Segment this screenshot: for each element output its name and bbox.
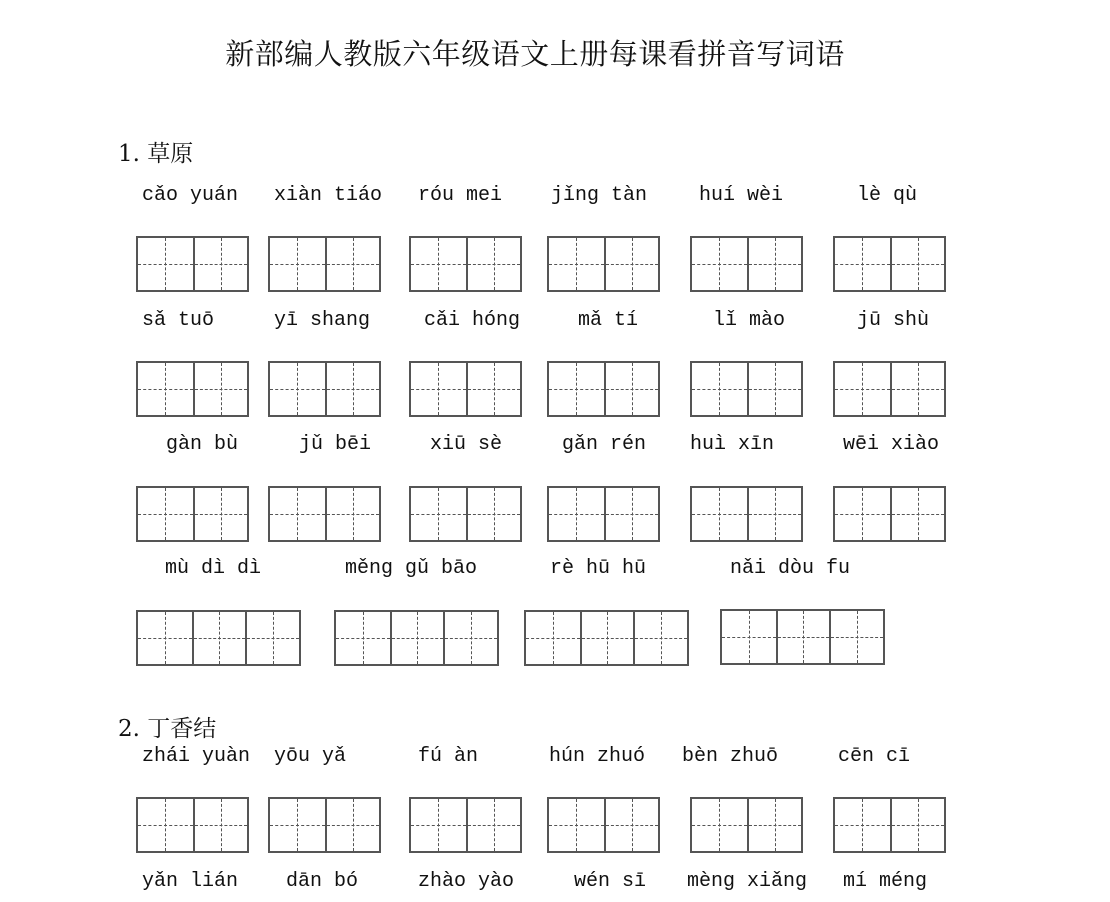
character-cell[interactable] bbox=[325, 488, 380, 540]
writing-grid[interactable] bbox=[268, 486, 381, 542]
pinyin-prompt: měng gǔ bāo bbox=[345, 557, 478, 580]
character-cell[interactable] bbox=[411, 488, 466, 540]
character-cell[interactable] bbox=[890, 238, 945, 290]
character-cell[interactable] bbox=[138, 612, 192, 664]
writing-grid[interactable] bbox=[136, 361, 249, 417]
character-cell[interactable] bbox=[193, 238, 248, 290]
pinyin-prompt: sǎ tuō bbox=[142, 309, 215, 332]
writing-grid[interactable] bbox=[833, 361, 946, 417]
character-cell[interactable] bbox=[835, 488, 890, 540]
character-cell[interactable] bbox=[776, 611, 830, 663]
pinyin-prompt: bèn zhuō bbox=[682, 745, 779, 768]
character-cell[interactable] bbox=[325, 238, 380, 290]
character-cell[interactable] bbox=[466, 799, 521, 851]
writing-grid[interactable] bbox=[409, 361, 522, 417]
writing-grid[interactable] bbox=[268, 236, 381, 292]
pinyin-prompt: mí méng bbox=[843, 870, 928, 893]
character-cell[interactable] bbox=[692, 799, 747, 851]
section-heading: 2. 丁香结 bbox=[118, 716, 217, 742]
character-cell[interactable] bbox=[526, 612, 580, 664]
section-heading: 1. 草原 bbox=[118, 141, 194, 167]
character-cell[interactable] bbox=[722, 611, 776, 663]
writing-grid[interactable] bbox=[409, 797, 522, 853]
character-cell[interactable] bbox=[411, 238, 466, 290]
pinyin-prompt: zhái yuàn bbox=[142, 745, 251, 768]
character-cell[interactable] bbox=[747, 363, 802, 415]
pinyin-prompt: huí wèi bbox=[699, 184, 784, 207]
character-cell[interactable] bbox=[411, 363, 466, 415]
pinyin-prompt: jǔ bēi bbox=[299, 433, 372, 456]
character-cell[interactable] bbox=[193, 799, 248, 851]
character-cell[interactable] bbox=[604, 363, 659, 415]
character-cell[interactable] bbox=[466, 488, 521, 540]
character-cell[interactable] bbox=[747, 799, 802, 851]
pinyin-prompt: hún zhuó bbox=[549, 745, 646, 768]
writing-grid[interactable] bbox=[547, 797, 660, 853]
character-cell[interactable] bbox=[890, 363, 945, 415]
pinyin-prompt: wén sī bbox=[574, 870, 647, 893]
character-cell[interactable] bbox=[270, 363, 325, 415]
character-cell[interactable] bbox=[549, 238, 604, 290]
character-cell[interactable] bbox=[466, 238, 521, 290]
pinyin-prompt: zhào yào bbox=[418, 870, 515, 893]
character-cell[interactable] bbox=[692, 488, 747, 540]
character-cell[interactable] bbox=[604, 238, 659, 290]
pinyin-prompt: cǎo yuán bbox=[142, 184, 239, 207]
character-cell[interactable] bbox=[411, 799, 466, 851]
character-cell[interactable] bbox=[138, 238, 193, 290]
character-cell[interactable] bbox=[193, 363, 248, 415]
writing-grid[interactable] bbox=[547, 486, 660, 542]
character-cell[interactable] bbox=[390, 612, 444, 664]
character-cell[interactable] bbox=[835, 799, 890, 851]
pinyin-prompt: jū shù bbox=[857, 309, 930, 332]
character-cell[interactable] bbox=[325, 799, 380, 851]
pinyin-prompt: nǎi dòu fu bbox=[730, 557, 851, 580]
pinyin-prompt: róu mei bbox=[418, 184, 503, 207]
writing-grid[interactable] bbox=[136, 797, 249, 853]
character-cell[interactable] bbox=[193, 488, 248, 540]
writing-grid[interactable] bbox=[268, 361, 381, 417]
writing-grid[interactable] bbox=[690, 797, 803, 853]
character-cell[interactable] bbox=[336, 612, 390, 664]
character-cell[interactable] bbox=[747, 238, 802, 290]
character-cell[interactable] bbox=[747, 488, 802, 540]
pinyin-prompt: lǐ mào bbox=[713, 309, 786, 332]
writing-grid[interactable] bbox=[833, 797, 946, 853]
character-cell[interactable] bbox=[692, 238, 747, 290]
character-cell[interactable] bbox=[466, 363, 521, 415]
writing-grid[interactable] bbox=[409, 486, 522, 542]
pinyin-prompt: gǎn rén bbox=[562, 433, 647, 456]
pinyin-prompt: mù dì dì bbox=[165, 557, 262, 580]
pinyin-prompt: lè qù bbox=[857, 184, 918, 207]
character-cell[interactable] bbox=[549, 363, 604, 415]
character-cell[interactable] bbox=[890, 488, 945, 540]
character-cell[interactable] bbox=[192, 612, 246, 664]
pinyin-prompt: rè hū hū bbox=[550, 557, 647, 580]
character-cell[interactable] bbox=[890, 799, 945, 851]
pinyin-prompt: huì xīn bbox=[690, 433, 775, 456]
writing-grid[interactable] bbox=[547, 361, 660, 417]
writing-grid[interactable] bbox=[547, 236, 660, 292]
character-cell[interactable] bbox=[443, 612, 497, 664]
pinyin-prompt: dān bó bbox=[286, 870, 359, 893]
pinyin-prompt: xiū sè bbox=[430, 433, 503, 456]
pinyin-prompt: yōu yǎ bbox=[274, 745, 347, 768]
character-cell[interactable] bbox=[692, 363, 747, 415]
pinyin-prompt: cǎi hóng bbox=[424, 309, 521, 332]
writing-grid[interactable] bbox=[720, 609, 885, 665]
pinyin-prompt: yī shang bbox=[274, 309, 371, 332]
writing-grid[interactable] bbox=[409, 236, 522, 292]
writing-grid[interactable] bbox=[690, 361, 803, 417]
writing-grid[interactable] bbox=[268, 797, 381, 853]
character-cell[interactable] bbox=[633, 612, 687, 664]
writing-grid[interactable] bbox=[690, 236, 803, 292]
writing-grid[interactable] bbox=[334, 610, 499, 666]
pinyin-prompt: xiàn tiáo bbox=[274, 184, 383, 207]
writing-grid[interactable] bbox=[690, 486, 803, 542]
pinyin-prompt: mèng xiǎng bbox=[687, 870, 808, 893]
character-cell[interactable] bbox=[325, 363, 380, 415]
character-cell[interactable] bbox=[245, 612, 299, 664]
character-cell[interactable] bbox=[138, 799, 193, 851]
character-cell[interactable] bbox=[604, 799, 659, 851]
character-cell[interactable] bbox=[270, 799, 325, 851]
character-cell[interactable] bbox=[549, 799, 604, 851]
character-cell[interactable] bbox=[604, 488, 659, 540]
writing-grid[interactable] bbox=[136, 486, 249, 542]
writing-grid[interactable] bbox=[136, 610, 301, 666]
character-cell[interactable] bbox=[270, 238, 325, 290]
page-title: 新部编人教版六年级语文上册每课看拼音写词语 bbox=[225, 37, 845, 71]
character-cell[interactable] bbox=[138, 363, 193, 415]
pinyin-prompt: jǐng tàn bbox=[551, 184, 648, 207]
pinyin-prompt: cēn cī bbox=[838, 745, 911, 768]
writing-grid[interactable] bbox=[833, 486, 946, 542]
pinyin-prompt: gàn bù bbox=[166, 433, 239, 456]
writing-grid[interactable] bbox=[136, 236, 249, 292]
writing-grid[interactable] bbox=[833, 236, 946, 292]
character-cell[interactable] bbox=[138, 488, 193, 540]
character-cell[interactable] bbox=[829, 611, 883, 663]
pinyin-prompt: wēi xiào bbox=[843, 433, 940, 456]
character-cell[interactable] bbox=[835, 238, 890, 290]
character-cell[interactable] bbox=[835, 363, 890, 415]
character-cell[interactable] bbox=[580, 612, 634, 664]
character-cell[interactable] bbox=[549, 488, 604, 540]
character-cell[interactable] bbox=[270, 488, 325, 540]
pinyin-prompt: fú àn bbox=[418, 745, 479, 768]
pinyin-prompt: mǎ tí bbox=[578, 309, 639, 332]
writing-grid[interactable] bbox=[524, 610, 689, 666]
pinyin-prompt: yǎn lián bbox=[142, 870, 239, 893]
